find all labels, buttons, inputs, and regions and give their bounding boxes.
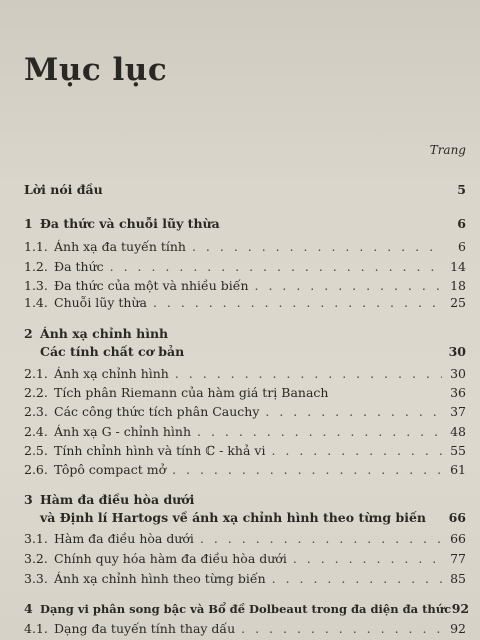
section-title: Ánh xạ G - chỉnh hình	[54, 424, 192, 439]
section-page: 61	[450, 462, 466, 477]
section-page: 6	[458, 239, 466, 254]
chapter-title: Ánh xạ chỉnh hình	[40, 326, 169, 341]
toc-chapter-2[interactable]	[24, 326, 466, 341]
section-page: 55	[450, 443, 466, 458]
section-title: Ánh xạ chỉnh hình	[54, 366, 169, 381]
section-title: Đa thức	[54, 259, 104, 274]
section-title: Hàm đa điều hòa dưới	[54, 531, 194, 546]
chapter-page: 92	[451, 601, 470, 616]
toc-section-2-3[interactable]	[24, 404, 466, 419]
toc-section-1-1[interactable]	[24, 239, 466, 254]
section-number: 2.6.	[24, 462, 48, 477]
section-number: 3.1.	[24, 531, 48, 546]
section-number: 2.5.	[24, 443, 48, 458]
page-column-label: Trang	[429, 143, 466, 157]
toc-section-3-3[interactable]	[24, 571, 466, 586]
toc-section-2-6[interactable]	[24, 462, 466, 477]
section-number: 1.2.	[24, 259, 48, 274]
chapter-title: Đa thức và chuỗi lũy thừa	[40, 216, 220, 231]
section-page: 30	[450, 366, 466, 381]
chapter-subtitle: Các tính chất cơ bản	[40, 344, 185, 359]
toc-section-1-2[interactable]	[24, 259, 466, 274]
chapter-number: 2	[24, 326, 33, 341]
dot-leader	[153, 295, 442, 310]
entry-page: 5	[457, 182, 466, 197]
section-number: 2.4.	[24, 424, 48, 439]
section-title: Tính chỉnh hình và tính ℂ - khả vi	[54, 443, 266, 458]
toc-entry-preface[interactable]	[24, 182, 466, 197]
section-title: Chuỗi lũy thừa	[54, 295, 147, 310]
section-number: 2.2.	[24, 385, 48, 400]
chapter-number: 1	[24, 216, 33, 231]
toc-section-3-2[interactable]	[24, 551, 466, 566]
dot-leader	[241, 621, 442, 636]
toc-section-2-1[interactable]	[24, 366, 466, 381]
section-page: 36	[450, 385, 466, 400]
section-number: 1.3.	[24, 278, 48, 293]
section-page: 85	[450, 571, 466, 586]
section-number: 4.1.	[24, 621, 48, 636]
dot-leader	[293, 551, 442, 566]
chapter-number: 4	[24, 601, 33, 616]
toc-section-4-1[interactable]	[24, 621, 466, 636]
toc-chapter-1[interactable]	[24, 216, 466, 231]
chapter-page: 66	[448, 510, 466, 525]
toc-section-1-3[interactable]	[24, 278, 466, 293]
section-number: 1.4.	[24, 295, 48, 310]
toc-chapter-2-subtitle	[40, 344, 466, 359]
section-page: 66	[450, 531, 466, 546]
toc-section-2-5[interactable]	[24, 443, 466, 458]
entry-title: Lời nói đầu	[24, 182, 103, 197]
dot-leader	[175, 366, 442, 381]
dot-leader	[197, 424, 442, 439]
chapter-number: 3	[24, 492, 33, 507]
dot-leader	[255, 278, 442, 293]
dot-leader	[272, 571, 442, 586]
section-title: Chính quy hóa hàm đa điều hòa dưới	[54, 551, 287, 566]
section-page: 25	[450, 295, 466, 310]
toc-chapter-4[interactable]	[24, 601, 470, 616]
section-number: 1.1.	[24, 239, 48, 254]
section-title: Ánh xạ đa tuyến tính	[54, 239, 186, 254]
toc-section-1-4[interactable]	[24, 295, 466, 310]
section-page: 18	[450, 278, 466, 293]
chapter-title: Dạng vi phân song bậc và Bổ đề Dolbeaut trong đa diện đa thức	[40, 602, 452, 616]
toc-chapter-3-subtitle	[40, 510, 466, 525]
toc-section-2-4[interactable]	[24, 424, 466, 439]
section-number: 2.3.	[24, 404, 48, 419]
dot-leader	[200, 531, 442, 546]
section-page: 37	[450, 404, 466, 419]
chapter-page: 6	[457, 216, 466, 231]
section-number: 3.3.	[24, 571, 48, 586]
section-title: Tích phân Riemann của hàm giá trị Banach	[54, 385, 329, 400]
dot-leader	[265, 404, 442, 419]
section-title: Tôpô compact mở	[54, 462, 167, 477]
page-title: Mục lục	[24, 52, 168, 88]
dot-leader	[192, 239, 442, 254]
section-title: Dạng đa tuyến tính thay dấu	[54, 621, 236, 636]
toc-section-3-1[interactable]	[24, 531, 466, 546]
section-page: 92	[450, 621, 466, 636]
section-page: 48	[450, 424, 466, 439]
section-title: Đa thức của một và nhiều biến	[54, 278, 249, 293]
section-number: 3.2.	[24, 551, 48, 566]
chapter-page: 30	[448, 344, 466, 359]
section-title: Ánh xạ chỉnh hình theo từng biến	[54, 571, 266, 586]
section-number: 2.1.	[24, 366, 48, 381]
dot-leader	[271, 443, 442, 458]
chapter-title: Hàm đa điều hòa dưới	[40, 492, 195, 507]
dot-leader	[172, 462, 442, 477]
dot-leader	[110, 259, 442, 274]
toc-section-2-2[interactable]	[24, 385, 466, 400]
chapter-subtitle: và Định lí Hartogs về ánh xạ chỉnh hình theo từng biến	[40, 510, 427, 525]
section-page: 77	[450, 551, 466, 566]
section-page: 14	[450, 259, 466, 274]
section-title: Các công thức tích phân Cauchy	[54, 404, 260, 419]
toc-chapter-3[interactable]	[24, 492, 466, 507]
